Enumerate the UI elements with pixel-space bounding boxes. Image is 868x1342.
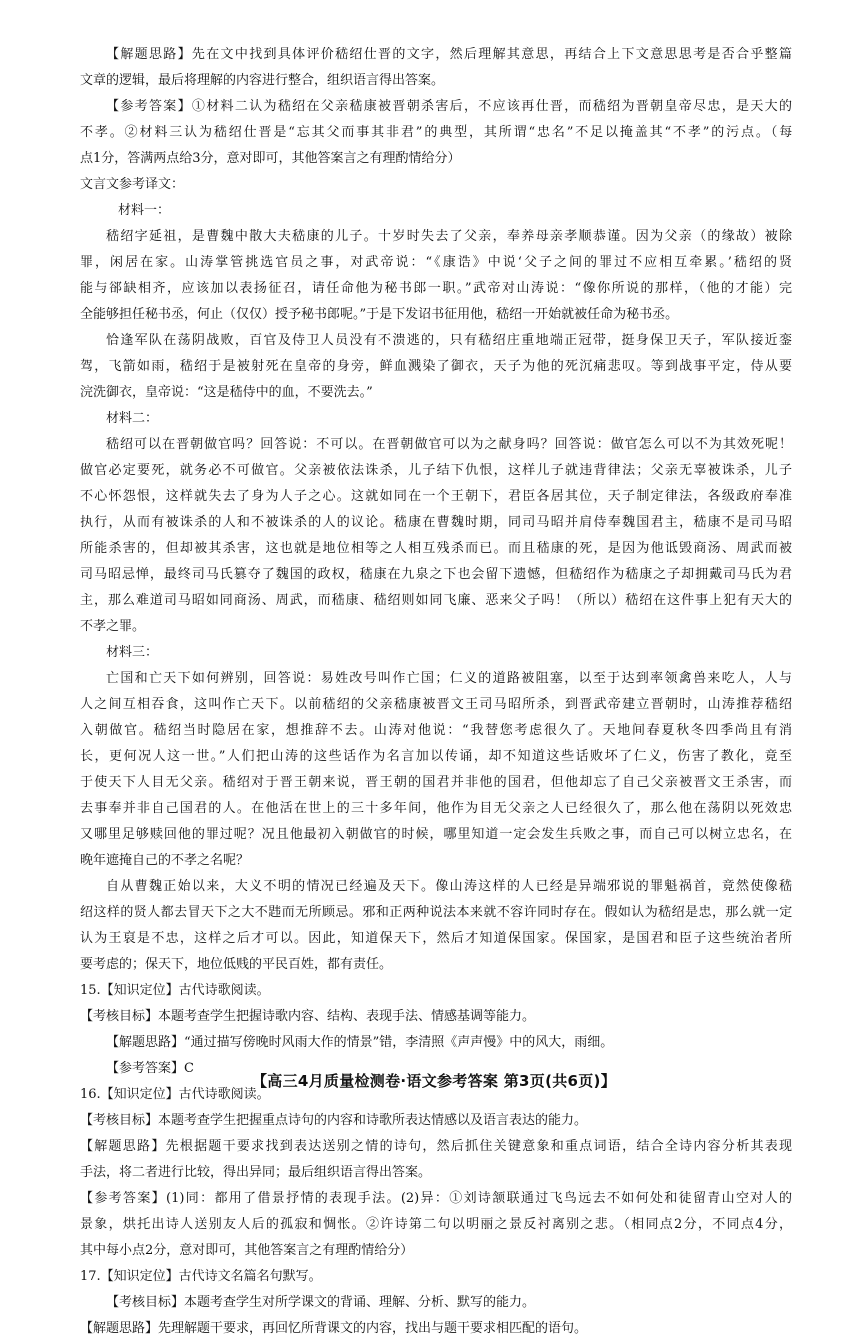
text-line: 手法，将二者进行比较，得出异同；最后组织语言得出答案。 (80, 1165, 432, 1180)
text-line: 【考核目标】本题考查学生对所学课文的背诵、理解、分析、默写的能力。 (106, 1295, 536, 1310)
text-line: 认为王裒是不忠，这样之后才可以。因此，知道保天下，然后才知道保国家。保国家，是国君和臣子这些统治者所 (80, 931, 792, 946)
text-line: 自从曹魏正始以来，大义不明的情况已经遍及天下。像山涛这样的人已经是异端邪说的罪魁祸首，竟然使像嵇 (106, 879, 792, 894)
text-line: 不孝之罪。 (80, 619, 146, 634)
text-line: 【参考答案】①材料二认为嵇绍在父亲嵇康被晋朝杀害后，不应该再仕晋，而嵇绍为晋朝皇帝尽忠，是天大的 (106, 99, 792, 114)
text-line: 全能够担任秘书丞，何止（仅仅）授予秘书郎呢。”于是下发诏书征用他，嵇绍一开始就被任命为秘书丞。 (80, 307, 679, 322)
text-line: 恰逢军队在荡阴战败，百官及侍卫人员没有不溃逃的，只有嵇绍庄重地端正冠带，挺身保卫天子，军队接近銮 (106, 333, 792, 348)
text-line: 【解题思路】先在文中找到具体评价嵇绍仕晋的文字，然后理解其意思，再结合上下文意思思考是否合乎整篇 (106, 47, 792, 62)
text-line: 点1分，答满两点给3分，意对即可，其他答案言之有理酌情给分） (80, 151, 461, 166)
text-line: 司马昭忌惮，最终司马氏篡夺了魏国的政权，嵇康在九泉之下也会留下遗憾，但嵇绍作为嵇康之子却拥戴司马氏为君 (80, 567, 792, 582)
text-line: 【考核目标】本题考查学生把握诗歌内容、结构、表现手法、情感基调等能力。 (80, 1009, 536, 1024)
text-line: 16.【知识定位】古代诗歌阅读。 (80, 1087, 270, 1102)
text-line: 人之间互相吞食，这叫作亡天下。以前嵇绍的父亲嵇康被晋文王司马昭所杀，到晋武帝建立晋朝时，山涛推荐嵇绍 (80, 697, 792, 712)
text-line: 主，那么难道司马昭如同商汤、周武，而嵇康、嵇绍则如同飞廉、恶来父子吗！（所以）嵇绍在这件事上犯有天大的 (80, 593, 792, 608)
text-line: 入朝做官。嵇绍当时隐居在家，想推辞不去。山涛对他说：“我替您考虑很久了。天地间春夏秋冬四季尚且有消 (80, 723, 792, 738)
text-line: 材料一： (118, 203, 171, 218)
text-line: 文言文参考译文： (80, 177, 185, 192)
text-line: 长，更何况人这一世。”人们把山涛的这些话作为名言加以传诵，却不知道这些话败坏了仁义，伤害了教化，竟至 (80, 749, 792, 764)
text-line: 执行，从而有被诛杀的人和不被诛杀的人的议论。嵇康在曹魏时期，同司马昭并肩侍奉魏国君主，嵇康不是司马昭 (80, 515, 792, 530)
text-line: 做官必定要死，就务必不可做官。父亲被依法诛杀，儿子结下仇恨，这样儿子就违背律法；父亲无辜被诛杀，儿子 (80, 463, 792, 478)
text-line: 嵇绍可以在晋朝做官吗？回答说：不可以。在晋朝做官可以为之献身吗？回答说：做官怎么可以不为其效死呢！ (106, 437, 792, 452)
text-line: 景象，烘托出诗人送别友人后的孤寂和惆怅。②许诗第二句以明丽之景反衬离别之悲。（相同点2分，不同点4分， (80, 1217, 792, 1232)
text-line: 【参考答案】C (106, 1061, 194, 1076)
text-line: 于使天下人目无父亲。嵇绍对于晋王朝来说，晋王朝的国君并非他的国君，但他却忘了自己父亲被晋文王杀害，而 (80, 775, 792, 790)
text-line: 罪，闲居在家。山涛掌管挑选官员之事，对武帝说：“《康诰》中说‘父子之间的罪过不应相互牵累。’嵇绍的贤 (80, 255, 792, 270)
text-line: 绍这样的贤人都去冒天下之大不韪而无所顾忌。邪和正两种说法本来就不容许同时存在。假如认为嵇绍是忠，那么就一定 (80, 905, 792, 920)
text-line: 不孝。②材料三认为嵇绍仕晋是“忘其父而事其非君”的典型，其所谓“忠名”不足以掩盖其“不孝”的污点。（每 (80, 125, 792, 140)
text-line: 【解题思路】“通过描写傍晚时风雨大作的情景”错，李清照《声声慢》中的风大，雨细。 (106, 1035, 614, 1050)
document-body (80, 42, 792, 1342)
text-line: 驾，飞箭如雨，嵇绍于是被射死在皇帝的身旁，鲜血溅染了御衣，天子为他的死沉痛悲叹。等到战事平定，侍从要 (80, 359, 792, 374)
text-line: 【解题思路】先理解题干要求，再回忆所背课文的内容，找出与题干要求相匹配的语句。 (80, 1321, 588, 1336)
text-line: 【参考答案】(1)同：都用了借景抒情的表现手法。(2)异：①刘诗颔联通过飞鸟远去不如何处和徒留青山空对人的 (80, 1191, 792, 1206)
text-line: 又哪里足够赎回他的罪过呢？况且他最初入朝做官的时候，哪里知道一定会发生兵败之事，而自己可以树立忠名，在 (80, 827, 792, 842)
text-line: 能与郤缺相齐，应该加以表扬征召，请任命他为秘书郎一职。”武帝对山涛说：“像你所说的那样，（他的才能）完 (80, 281, 792, 296)
text-line: 文章的逻辑，最后将理解的内容进行整合，组织语言得出答案。 (80, 73, 445, 88)
text-line: 嵇绍字延祖，是曹魏中散大夫嵇康的儿子。十岁时失去了父亲，奉养母亲孝顺恭谨。因为父亲（的缘故）被除 (106, 229, 792, 244)
text-line: 【解题思路】先根据题干要求找到表达送别之情的诗句，然后抓住关键意象和重点词语，结合全诗内容分析其表现 (80, 1139, 792, 1154)
text-line: 其中每小点2分，意对即可，其他答案言之有理酌情给分） (80, 1243, 414, 1258)
text-line: 要考虑的；保天下，地位低贱的平民百姓，都有责任。 (80, 957, 393, 972)
text-line: 材料二： (106, 411, 159, 426)
text-line: 晚年遮掩自己的不孝之名呢？ (80, 853, 250, 868)
page-footer: 【高三4月质量检测卷·语文参考答案 第3页(共6页)】 (251, 1072, 617, 1090)
text-line: 浣洗御衣，皇帝说：“这是嵇侍中的血，不要洗去。” (80, 385, 373, 400)
text-line: 所能杀害的，但却被其杀害，这也就是地位相等之人相互残杀而已。而且嵇康的死，是因为他诋毁商汤、周武而被 (80, 541, 792, 556)
text-line: 不心怀怨恨，这样就失去了身为人子之心。这就如同在一个王朝下，君臣各居其位，天子制定律法，各级政府奉准 (80, 489, 792, 504)
text-line: 17.【知识定位】古代诗文名篇名句默写。 (80, 1269, 322, 1284)
text-line: 亡国和亡天下如何辨别，回答说：易姓改号叫作亡国；仁义的道路被阻塞，以至于达到率领禽兽来吃人，人与 (106, 671, 792, 686)
text-line: 材料三： (106, 645, 159, 660)
text-line: 去事奉并非自己国君的人。在他活在世上的三十多年间，他作为目无父亲之人已经很久了，那么他在荡阴以死效忠 (80, 801, 792, 816)
text-line: 15.【知识定位】古代诗歌阅读。 (80, 983, 270, 998)
text-line: 【考核目标】本题考查学生把握重点诗句的内容和诗歌所表达情感以及语言表达的能力。 (80, 1113, 588, 1128)
